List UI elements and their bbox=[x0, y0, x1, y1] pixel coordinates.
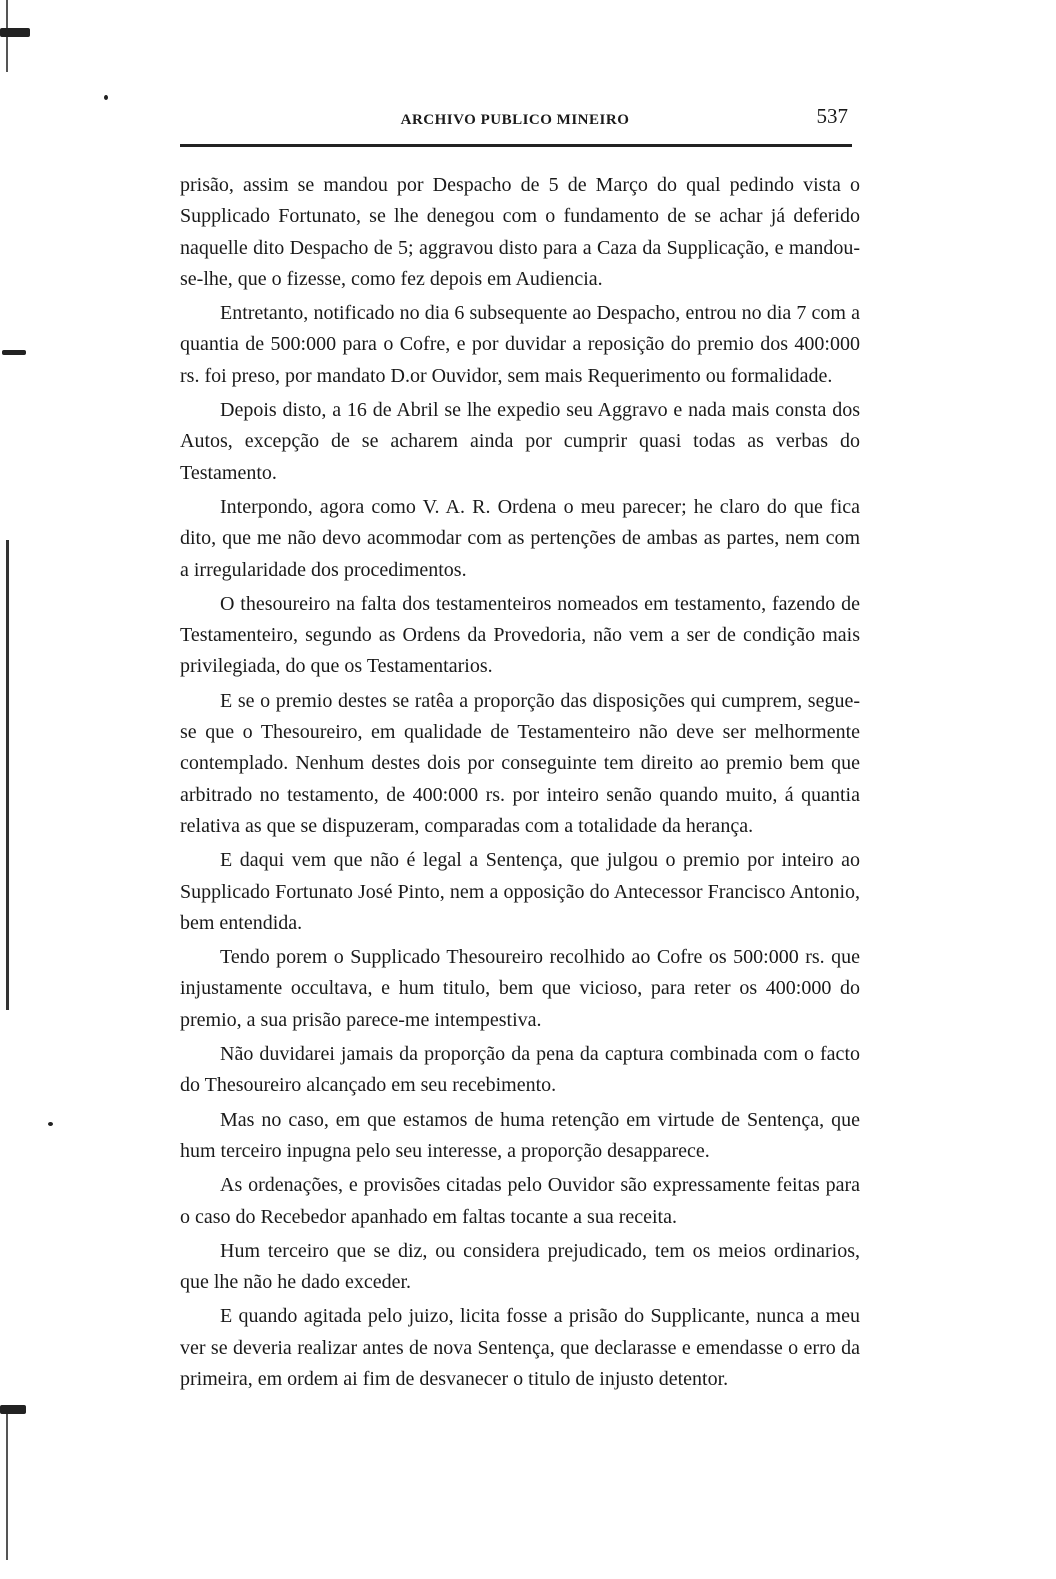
paragraph: Mas no caso, em que estamos de huma retenção em virtude de Sentença, que hum terceiro inpugna pelo seu interesse, a proporção desapparece. bbox=[180, 1108, 860, 1162]
paragraph: E se o premio destes se ratêa a proporção das disposições qui cumprem, segue-se que o Thesoureiro, em qualidade de Testamenteiro não deve ser melhormente contemplado. Nenhum destes dois por conseguinte tem direito ao premio bem que arbitrado no testamento, de 400:000 rs. por inteiro senão quando muito, á quantia relativa as que se dispuzeram, comparadas com a totalidade da herança. bbox=[180, 689, 860, 837]
paragraph: Hum terceiro que se diz, ou considera prejudicado, tem os meios ordinarios, que lhe não he dado exceder. bbox=[180, 1239, 860, 1294]
header-rule bbox=[180, 144, 852, 147]
scan-edge-mark bbox=[0, 1405, 26, 1414]
page-number: 537 bbox=[816, 104, 848, 128]
paragraph: O thesoureiro na falta dos testamenteiros nomeados em testamento, fazendo de Testamenteiro, segundo as Ordens da Provedoria, não vem a ser de condição mais privilegiada, do que os Testamentarios. bbox=[180, 592, 860, 678]
running-title: ARCHIVO PUBLICO MINEIRO bbox=[400, 112, 630, 128]
paragraph: E quando agitada pelo juizo, licita fosse a prisão do Supplicante, nunca a meu ver se deveria realizar antes de nova Sentença, que declarasse e emendasse o erro da primeira, em ordem ai fim de desvanecer o titulo de injusto detentor. bbox=[180, 1305, 860, 1390]
ink-speck bbox=[104, 95, 108, 100]
scan-edge-mark bbox=[2, 350, 26, 355]
ink-speck bbox=[48, 1122, 53, 1126]
scan-edge-mark bbox=[6, 1410, 8, 1560]
paragraph: Entretanto, notificado no dia 6 subsequente ao Despacho, entrou no dia 7 com a quantia de 500:000 para o Cofre, e por duvidar a reposição do premio dos 400:000 rs. foi preso, por mandato D.or Ouvidor, sem mais Requerimento ou formalidade. bbox=[180, 302, 860, 387]
paragraph: Não duvidarei jamais da proporção da pena da captura combinada com o facto do Thesoureiro alcançado em seu recebimento. bbox=[180, 1043, 860, 1097]
body-text bbox=[180, 170, 860, 1398]
paragraph: Interpondo, agora como V. A. R. Ordena o meu parecer; he claro do que fica dito, que me não devo acommodar com as pertenções de ambas as partes, nem com a irregularidade dos procedimentos. bbox=[180, 495, 860, 581]
paragraph: Tendo porem o Supplicado Thesoureiro recolhido ao Cofre os 500:000 rs. que injustamente occultava, e hum titulo, bem que vicioso, para reter os 400:000 do premio, a sua prisão parece-me intempestiva. bbox=[180, 946, 860, 1031]
paragraph: E daqui vem que não é legal a Sentença, que julgou o premio por inteiro ao Supplicado Fortunato José Pinto, nem a opposição do Antecessor Francisco Antonio, bem entendida. bbox=[180, 849, 860, 934]
paragraph: prisão, assim se mandou por Despacho de 5 de Março do qual pedindo vista o Supplicado Fortunato, se lhe denegou com o fundamento de se achar já deferido naquelle dito Despacho de 5; aggravou disto para a Caza da Supplicação, e mandou-se-lhe, que o fizesse, como fez depois em Audiencia. bbox=[180, 174, 860, 290]
paragraph: As ordenações, e provisões citadas pelo Ouvidor são expressamente feitas para o caso do Recebedor apanhado em faltas tocante a sua receita. bbox=[180, 1174, 860, 1228]
scan-edge-mark bbox=[0, 28, 30, 37]
scan-edge-mark bbox=[6, 540, 9, 1010]
page-header bbox=[170, 100, 860, 140]
paragraph: Depois disto, a 16 de Abril se lhe expedio seu Aggravo e nada mais consta dos Autos, excepção de se acharem ainda por cumprir quasi todas as verbas do Testamento. bbox=[180, 399, 860, 484]
